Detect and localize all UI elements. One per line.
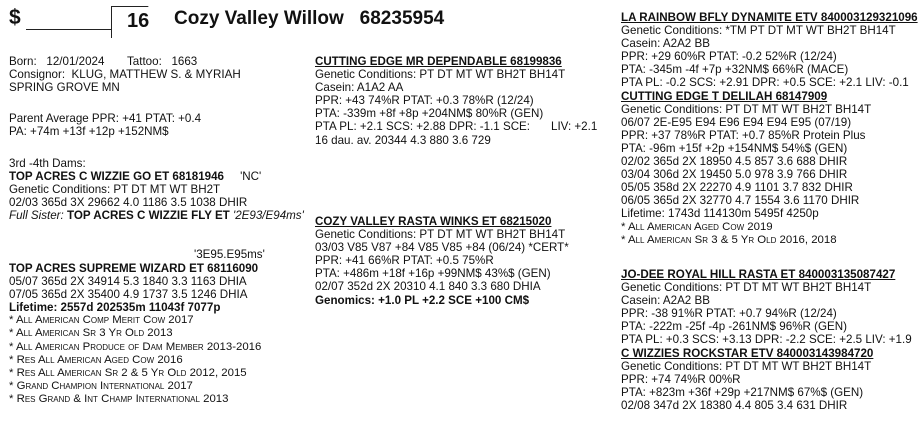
extra-score: '3E95.E95ms' [194, 248, 265, 261]
sire-name: CUTTING EDGE MR DEPENDABLE 68199836 [315, 55, 562, 68]
sires-dam-record: 06/05 365d 2X 32770 4.7 1554 3.6 1170 DHIR [621, 194, 860, 208]
dam-scores: 03/03 V85 V87 +84 V85 V85 +84 (06/24) *CERT* [315, 241, 569, 255]
sires-dam-record: 03/04 306d 2X 19450 5.0 978 3.9 766 DHIR [621, 168, 848, 182]
dam-record: 02/07 352d 2X 20310 4.1 840 3.3 680 DHIA [315, 280, 541, 294]
dams-heading: 3rd -4th Dams: [9, 157, 86, 170]
sires-sire-ppr: PPR: +29 60%R PTAT: -0.2 52%R (12/24) [621, 50, 837, 64]
third-dam-line [9, 170, 304, 183]
third-dam-name: TOP ACRES C WIZZIE GO ET 68181946 [9, 170, 224, 184]
dam-block [315, 215, 569, 307]
award-item: * All American Comp Merit Cow 2017 [9, 314, 194, 327]
dams-sire-pta: PTA: -222m -25f -4p -261NM$ 96%R (GEN) [621, 320, 847, 334]
sires-sire-block [621, 11, 918, 247]
sires-sire-casein: Casein: A2A2 BB [621, 37, 710, 51]
dams-sire-name: JO-DEE ROYAL HILL RASTA ET 840003135087427 [621, 268, 896, 281]
sire-genetic: Genetic Conditions: PT DT MT WT BH2T BH14T [315, 68, 566, 82]
award-item: * Res All American Sr 2 & 5 Yr Old 2012, 2015 [9, 366, 247, 379]
sires-dam-record: 02/02 365d 2X 18950 4.5 857 3.6 688 DHIR [621, 155, 848, 169]
fourth-dam-lifetime: Lifetime: 2557d 202535m 11043f 7077p [9, 301, 221, 315]
born-label: Born: [9, 55, 37, 68]
parent-average-pa: PA: +74m +13f +12p +152NM$ [9, 125, 169, 139]
sires-sire-pta: PTA: -345m -4f +7p +32NM$ 66%R (MACE) [621, 63, 849, 77]
dams-block [9, 157, 304, 222]
award-item: * Res All American Aged Cow 2016 [9, 353, 183, 366]
dams-dam-record: 02/08 347d 2X 18380 4.4 805 3.4 631 DHIR [621, 398, 848, 412]
sires-dam-name: CUTTING EDGE T DELILAH 68147909 [621, 89, 828, 103]
consignor-location: SPRING GROVE MN [9, 81, 120, 95]
dam-ppr: PPR: +41 66%R PTAT: +0.5 75%R [315, 254, 494, 268]
born-value: 12/01/2024 [46, 55, 105, 68]
sire-daughters: 16 dau. av. 20344 4.3 880 3.6 729 [315, 133, 491, 147]
sires-sire-pta-pl: PTA PL: -0.2 SCS: +2.91 DPR: +0.5 SCE: +2.1 LIV: -0.1 [621, 76, 909, 90]
born-line [9, 55, 241, 68]
third-dam-tag: 'NC' [240, 170, 262, 184]
dams-dam-genetic: Genetic Conditions: PT DT MT WT BH2T BH14T [621, 359, 872, 373]
cow-title [174, 8, 444, 30]
full-sister-name: TOP ACRES C WIZZIE FLY ET [67, 209, 230, 223]
sires-dam-genetic: Genetic Conditions: PT DT MT WT BH2T BH14T [621, 102, 872, 116]
sire-block [315, 55, 598, 147]
dams-dam-ppr: PPR: +74 74%R 00%R [621, 372, 741, 386]
parent-average-block [9, 112, 201, 138]
award-item: * Grand Champion International 2017 [9, 379, 193, 392]
sires-dam-award: * All American Sr 3 & 5 Yr Old 2016, 2018 [621, 233, 837, 246]
dams-sire-block [621, 268, 912, 412]
third-dam-genetic: Genetic Conditions: PT DT MT WT BH2T [9, 183, 221, 197]
price-blank-line [26, 29, 112, 30]
dams-dam-pta: PTA: +823m +36f +29p +217NM$ 67%$ (GEN) [621, 385, 864, 399]
sires-dam-award: * All American Aged Cow 2019 [621, 220, 773, 233]
sire-casein: Casein: A1A2 AA [315, 81, 404, 95]
dam-genomics: Genomics: +1.0 PL +2.2 SCE +100 CM$ [315, 293, 530, 307]
lot-number: 16 [127, 10, 150, 32]
sire-pta-pl-values: PTA PL: +2.1 SCS: +2.88 DPR: -1.1 SCE: [315, 120, 531, 134]
full-sister-line [9, 209, 304, 222]
dams-sire-ppr: PPR: -38 91%R PTAT: +0.7 94%R (12/24) [621, 307, 837, 321]
sires-dam-record: 05/05 358d 2X 22270 4.9 1101 3.7 832 DHIR [621, 181, 853, 195]
consignor-label: Consignor: [9, 68, 66, 82]
award-item: * All American Produce of Dam Member 2013-2016 [9, 340, 262, 353]
tattoo-label: Tattoo: [126, 55, 162, 68]
sire-ppr: PPR: +43 74%R PTAT: +0.3 78%R (12/24) [315, 94, 534, 108]
sire-liv: LIV: +2.1 [551, 120, 598, 134]
parent-average-ppr: Parent Average PPR: +41 PTAT: +0.4 [9, 112, 202, 125]
consignor-value: KLUG, MATTHEW S. & MYRIAH [71, 68, 241, 82]
dams-dam-name: C WIZZIES ROCKSTAR ETV 840003143984720 [621, 346, 874, 360]
dams-sire-pta-pl: PTA PL: +0.3 SCS: +3.13 DPR: -2.2 SCE: +2.5 LIV: +1.9 [621, 333, 912, 347]
dam-name: COZY VALLEY RASTA WINKS ET 68215020 [315, 215, 552, 228]
award-item: * Res Grand & Int Champ International 2013 [9, 392, 229, 405]
price-dollar-sign: $ [9, 6, 21, 29]
sires-dam-ppr: PPR: +37 78%R PTAT: +0.7 85%R Protein Plus [621, 128, 866, 142]
full-sister-score: '2E93/E94ms' [233, 209, 304, 223]
fourth-dam-name: TOP ACRES SUPREME WIZARD ET 68116090 [9, 262, 259, 275]
sire-pta: PTA: -339m +8f +8p +204NM$ 80%R (GEN) [315, 107, 544, 121]
sires-dam-scores: 06/07 2E-E95 E94 E96 E94 E94 E95 (07/19) [621, 115, 852, 129]
third-dam-record: 02/03 365d 3X 29662 4.0 1186 3.5 1038 DHIR [9, 196, 248, 210]
sires-sire-genetic: Genetic Conditions: *TM PT DT MT WT BH2T BH14T [621, 24, 896, 38]
left-column [9, 55, 241, 94]
dam-genetic: Genetic Conditions: PT DT MT WT BH2T BH14T [315, 228, 566, 242]
consignor-line [9, 68, 241, 81]
sires-sire-name: LA RAINBOW BFLY DYNAMITE ETV 840003129321096 [621, 11, 918, 24]
cow-name: Cozy Valley Willow [174, 8, 344, 29]
award-item: * All American Sr 3 Yr Old 2013 [9, 327, 173, 340]
dams-sire-genetic: Genetic Conditions: PT DT MT WT BH2T BH14T [621, 281, 872, 295]
cow-id: 68235954 [359, 8, 445, 29]
sire-pta-pl [315, 120, 598, 134]
full-sister-label: Full Sister: [9, 209, 64, 223]
sires-dam-pta: PTA: -96m +15f +2p +154NM$ 54%$ (GEN) [621, 141, 848, 155]
dams-sire-casein: Casein: A2A2 BB [621, 294, 710, 308]
fourth-dam-record-2: 07/05 365d 2X 35400 4.9 1737 3.5 1246 DHIA [9, 288, 248, 302]
sires-dam-lifetime: Lifetime: 1743d 114130m 5495f 4250p [621, 207, 819, 221]
fourth-dam-block [9, 262, 261, 406]
fourth-dam-record-1: 05/07 365d 2X 34914 5.3 1840 3.3 1163 DHIA [9, 275, 247, 289]
dam-pta: PTA: +486m +18f +16p +99NM$ 43%$ (GEN) [315, 267, 551, 281]
tattoo-value: 1663 [171, 55, 198, 68]
